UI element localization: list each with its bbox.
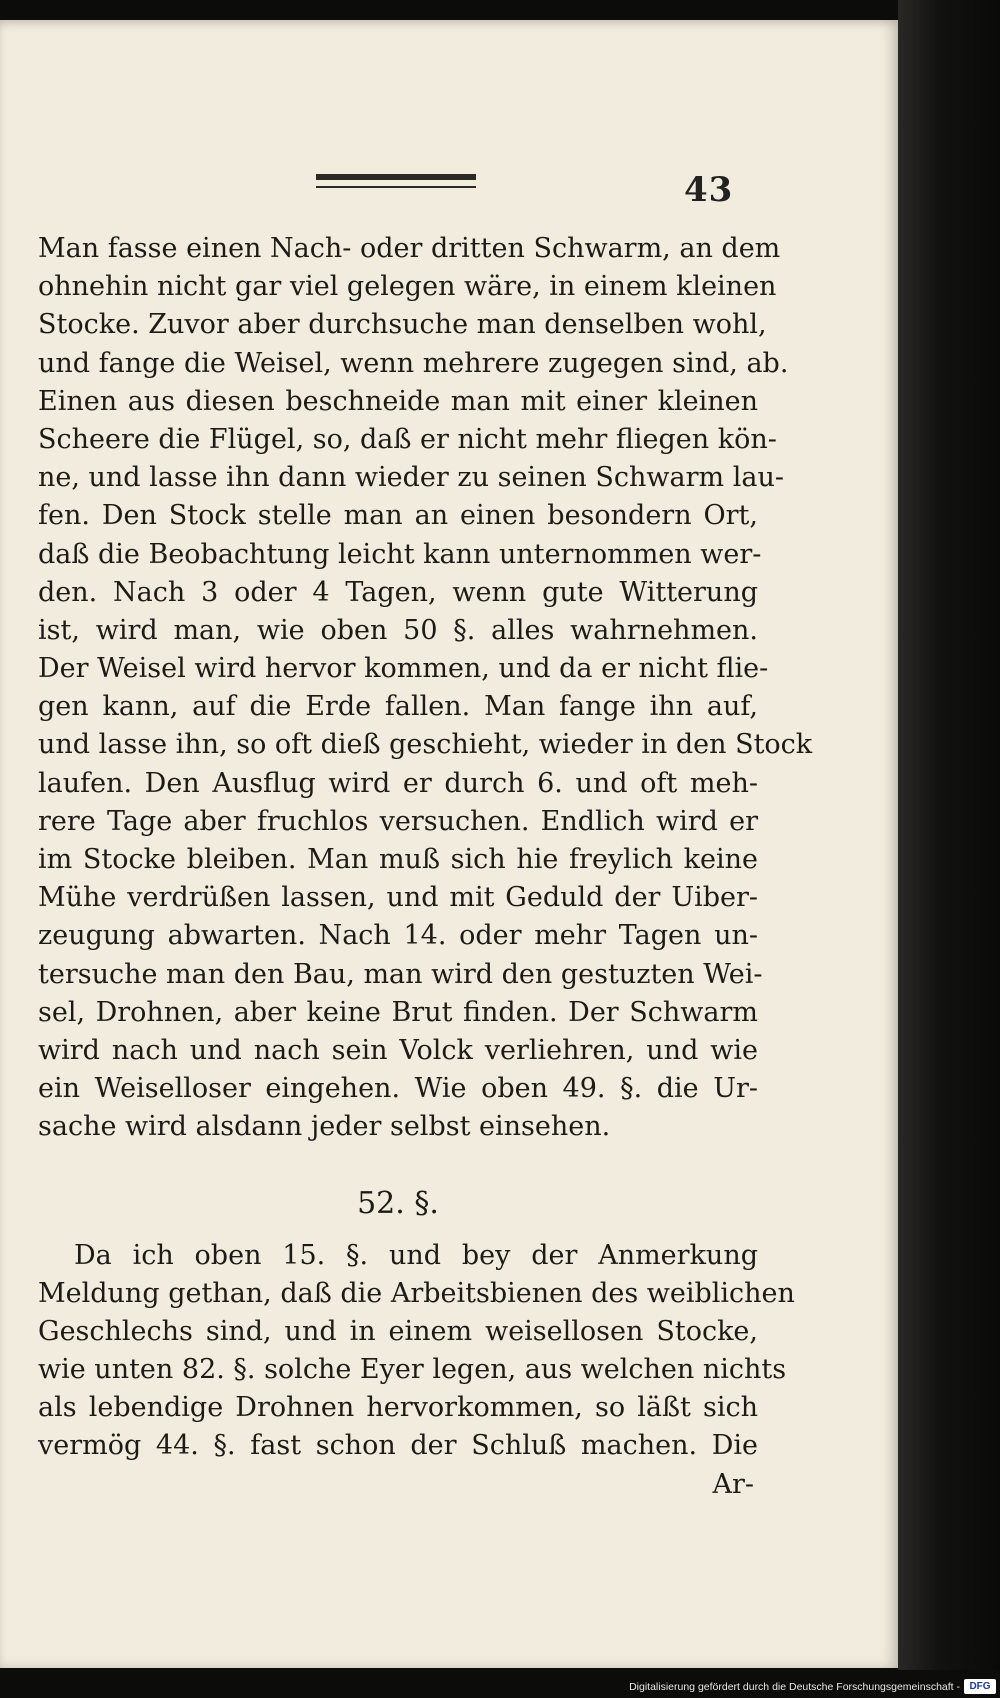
text-line: wird nach und nach sein Volck verliehren, und wie: [38, 1034, 758, 1066]
section-heading: 52. §.: [357, 1185, 439, 1221]
text-line: und lasse ihn, so oft dieß geschieht, wieder in den Stock: [38, 729, 813, 761]
catchword: Ar-: [712, 1468, 754, 1500]
text-line: Der Weisel wird hervor kommen, und da er nicht flie-: [38, 653, 769, 685]
text-line: sache wird alsdann jeder selbst einsehen.: [38, 1111, 611, 1143]
text-line: Einen aus diesen beschneide man mit einer kleinen: [38, 385, 758, 417]
text-line: Geschlechs sind, und in einem weisellosen Stocke,: [38, 1315, 758, 1347]
text-line: zeugung abwarten. Nach 14. oder mehr Tagen un-: [38, 920, 758, 952]
body-text: [38, 230, 813, 1504]
text-line: laufen. Den Ausflug wird er durch 6. und oft meh-: [38, 767, 758, 799]
page-number: 43: [684, 170, 734, 210]
text-line: ne, und lasse ihn dann wieder zu seinen Schwarm lau-: [38, 462, 784, 494]
text-line: Meldung gethan, daß die Arbeitsbienen des weiblichen: [38, 1277, 795, 1309]
text-line: ist, wird man, wie oben 50 §. alles wahrnehmen.: [38, 614, 758, 646]
text-line: Stocke. Zuvor aber durchsuche man denselben wohl,: [38, 309, 767, 341]
text-line: den. Nach 3 oder 4 Tagen, wenn gute Witterung: [38, 576, 758, 608]
book-page: [0, 20, 898, 1668]
text-line: ohnehin nicht gar viel gelegen wäre, in einem kleinen: [38, 271, 777, 303]
header-rule: [316, 174, 476, 188]
text-line: vermög 44. §. fast schon der Schluß machen. Die: [38, 1430, 758, 1462]
book-edge-shadow: [898, 0, 1000, 1670]
funding-credit: Digitalisierung gefördert durch die Deutsche Forschungsgemeinschaft -: [629, 1681, 960, 1693]
text-line: als lebendige Drohnen hervorkommen, so läßt sich: [38, 1392, 758, 1424]
footer-strip: [0, 1676, 1000, 1698]
text-line: Scheere die Flügel, so, daß er nicht mehr fliegen kön-: [38, 423, 777, 455]
text-line: wie unten 82. §. solche Eyer legen, aus welchen nichts: [38, 1354, 787, 1386]
text-line: fen. Den Stock stelle man an einen besondern Ort,: [38, 500, 758, 532]
text-line: sel, Drohnen, aber keine Brut finden. Der Schwarm: [38, 996, 758, 1028]
text-line: und fange die Weisel, wenn mehrere zugegen sind, ab.: [38, 347, 789, 379]
text-line: rere Tage aber fruchlos versuchen. Endlich wird er: [38, 805, 758, 837]
text-line: Da ich oben 15. §. und bey der Anmerkung: [74, 1239, 758, 1271]
dfg-logo-icon: DFG: [964, 1679, 996, 1694]
text-line: daß die Beobachtung leicht kann unternommen wer-: [38, 538, 762, 570]
text-line: tersuche man den Bau, man wird den gestuzten Wei-: [38, 958, 763, 990]
text-line: im Stocke bleiben. Man muß sich hie freylich keine: [38, 844, 758, 875]
text-line: ein Weiselloser eingehen. Wie oben 49. §. die Ur-: [38, 1073, 758, 1105]
text-line: Man fasse einen Nach- oder dritten Schwarm, an dem: [38, 233, 781, 264]
text-line: gen kann, auf die Erde fallen. Man fange ihn auf,: [38, 691, 758, 723]
text-line: Mühe verdrüßen lassen, und mit Geduld der Uiber-: [38, 882, 758, 914]
